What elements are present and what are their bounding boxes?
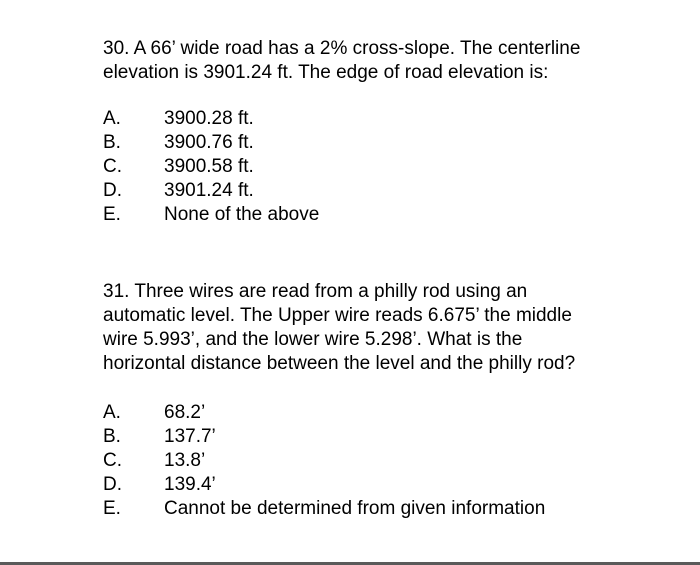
choice-letter: C. [103,450,122,471]
question-30-stem: 30. A 66’ wide road has a 2% cross-slope. The centerline elevation is 3901.24 ft. The edge of road elevation is: [103,38,581,83]
question-31-choices [103,401,643,521]
choice-letter: B. [103,132,121,153]
choice-text: 3900.76 ft. [164,132,254,153]
choice-text: 139.4’ [164,474,216,495]
question-31-stem: 31. Three wires are read from a philly rod using an automatic level. The Upper wire reads 6.675’ the middle wire 5.993’, and the lower wire 5.298’. What is the horizontal distance between the level and the philly rod? [103,281,576,374]
question-31-choice-a [103,401,643,425]
question-31-choice-d [103,473,643,497]
question-30-choice-e [103,203,643,227]
question-31-choice-b [103,425,643,449]
choice-letter: D. [103,474,122,495]
choice-letter: A. [103,108,121,129]
choice-text: Cannot be determined from given information [164,498,546,519]
choice-text: 3900.28 ft. [164,108,254,129]
question-30-choices [103,107,643,227]
choice-text: 13.8’ [164,450,206,471]
question-31-choice-c [103,449,643,473]
choice-text: 137.7’ [164,426,216,447]
question-30-choice-a [103,107,643,131]
question-31-choice-e [103,497,643,521]
question-30-choice-d [103,179,643,203]
choice-text: None of the above [164,204,320,225]
question-30 [103,37,643,227]
question-30-choice-c [103,155,643,179]
question-31 [103,280,643,521]
choice-letter: B. [103,426,121,447]
choice-text: 3900.58 ft. [164,156,254,177]
choice-text: 3901.24 ft. [164,180,254,201]
question-30-choice-b [103,131,643,155]
choice-letter: E. [103,498,121,519]
choice-letter: C. [103,156,122,177]
choice-letter: E. [103,204,121,225]
choice-letter: D. [103,180,122,201]
choice-letter: A. [103,402,121,423]
choice-text: 68.2’ [164,402,206,423]
